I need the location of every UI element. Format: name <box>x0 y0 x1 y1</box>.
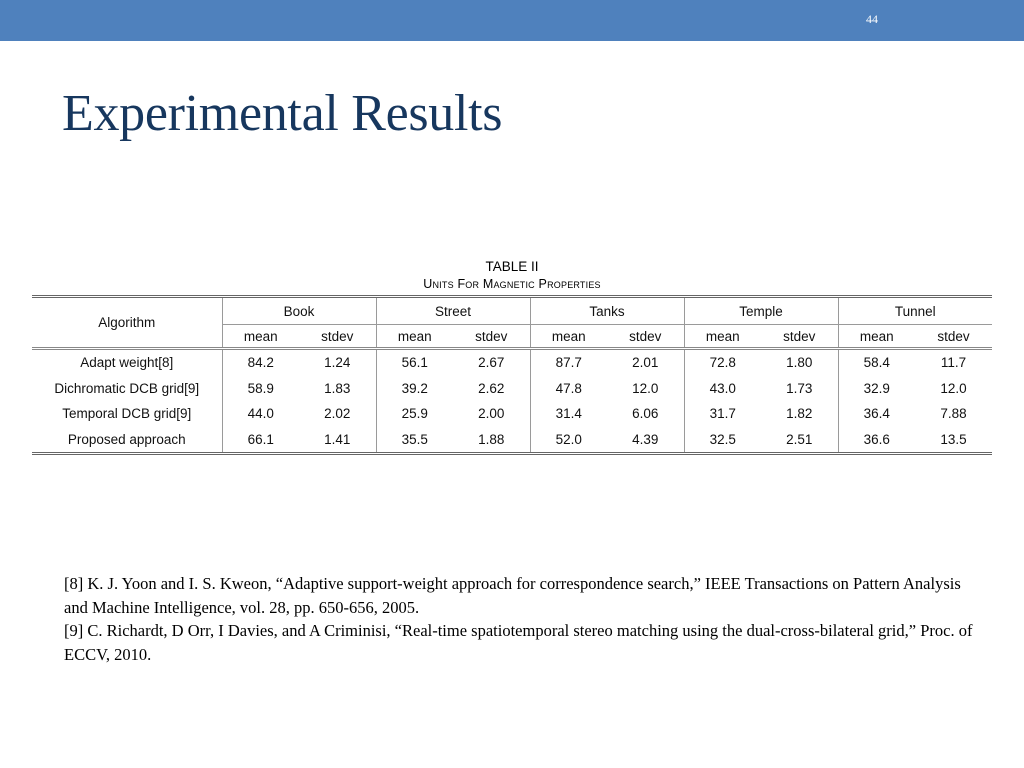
reference-9: [9] C. Richardt, D Orr, I Davies, and A Criminisi, “Real-time spatiotemporal stereo matching using the dual-cross-bilateral grid,” Proc. of ECCV, 2010. <box>64 621 973 664</box>
stdev-cell: 6.06 <box>607 401 684 427</box>
subheader-mean: mean <box>530 325 607 349</box>
mean-cell: 36.6 <box>863 431 890 447</box>
subheader-stdev: stdev <box>299 325 376 349</box>
subheader-mean: mean <box>684 325 761 349</box>
subheader-stdev: stdev <box>915 325 992 349</box>
mean-cell: 72.8 <box>709 355 736 371</box>
stdev-cell: 7.88 <box>940 406 967 422</box>
stdev-cell: 1.83 <box>299 376 376 402</box>
table-caption-title: Units For Magnetic Properties <box>423 277 601 291</box>
subheader-mean: mean <box>376 325 453 349</box>
mean-cell: 58.4 <box>863 355 890 371</box>
group-header-street: Street <box>376 297 530 325</box>
stdev-cell: 1.73 <box>761 376 838 402</box>
algorithm-cell: Dichromatic DCB grid[9] <box>32 376 222 402</box>
mean-cell: 39.2 <box>401 380 428 396</box>
subheader-stdev: stdev <box>453 325 530 349</box>
mean-cell: 31.4 <box>555 406 582 422</box>
mean-cell: 87.7 <box>555 355 582 371</box>
mean-cell: 44.0 <box>247 406 274 422</box>
mean-cell: 32.5 <box>709 431 736 447</box>
stdev-cell: 12.0 <box>607 376 684 402</box>
mean-cell: 35.5 <box>401 431 428 447</box>
mean-cell: 47.8 <box>555 380 582 396</box>
mean-cell: 25.9 <box>401 406 428 422</box>
stdev-cell: 2.51 <box>761 427 838 454</box>
slide-number: 44 <box>866 12 878 26</box>
mean-cell: 31.7 <box>709 406 736 422</box>
table-row <box>32 376 992 402</box>
stdev-cell: 2.67 <box>453 349 530 376</box>
stdev-cell: 4.39 <box>607 427 684 454</box>
mean-cell: 58.9 <box>247 380 274 396</box>
table-row <box>32 427 992 454</box>
subheader-mean: mean <box>838 325 915 349</box>
table-body <box>32 349 992 454</box>
mean-cell: 66.1 <box>247 431 274 447</box>
stdev-cell: 2.01 <box>607 349 684 376</box>
stdev-cell: 1.24 <box>299 349 376 376</box>
references <box>64 572 974 666</box>
algorithm-cell: Temporal DCB grid[9] <box>32 401 222 427</box>
slide-header-bar <box>0 0 1024 41</box>
reference-8: [8] K. J. Yoon and I. S. Kweon, “Adaptive support-weight approach for correspondence search,” IEEE Transactions on Pattern Analysis and Machine Intelligence, vol. 28, pp. 650-656, 2005. <box>64 574 961 617</box>
stdev-cell: 13.5 <box>940 431 967 447</box>
mean-cell: 52.0 <box>555 431 582 447</box>
results-table <box>32 295 992 455</box>
table-row <box>32 349 992 376</box>
subheader-stdev: stdev <box>761 325 838 349</box>
stdev-cell: 2.00 <box>453 401 530 427</box>
stdev-cell: 1.82 <box>761 401 838 427</box>
table-group-header-row <box>32 297 992 325</box>
stdev-cell: 2.62 <box>453 376 530 402</box>
subheader-stdev: stdev <box>607 325 684 349</box>
subheader-mean: mean <box>222 325 299 349</box>
table-caption-number: TABLE II <box>485 259 539 274</box>
algorithm-cell: Adapt weight[8] <box>32 349 222 376</box>
group-header-book: Book <box>222 297 376 325</box>
group-header-temple: Temple <box>684 297 838 325</box>
stdev-cell: 1.41 <box>299 427 376 454</box>
mean-cell: 43.0 <box>709 380 736 396</box>
group-header-tanks: Tanks <box>530 297 684 325</box>
slide-title: Experimental Results <box>62 85 503 142</box>
mean-cell: 36.4 <box>863 406 890 422</box>
stdev-cell: 2.02 <box>299 401 376 427</box>
mean-cell: 84.2 <box>247 355 274 371</box>
stdev-cell: 1.88 <box>453 427 530 454</box>
stdev-cell: 1.80 <box>761 349 838 376</box>
algorithm-header: Algorithm <box>32 297 222 349</box>
stdev-cell: 11.7 <box>940 355 967 371</box>
group-header-tunnel: Tunnel <box>838 297 992 325</box>
mean-cell: 56.1 <box>401 355 428 371</box>
table-row <box>32 401 992 427</box>
algorithm-cell: Proposed approach <box>32 427 222 454</box>
stdev-cell: 12.0 <box>940 380 967 396</box>
mean-cell: 32.9 <box>863 380 890 396</box>
table-caption <box>32 258 992 293</box>
